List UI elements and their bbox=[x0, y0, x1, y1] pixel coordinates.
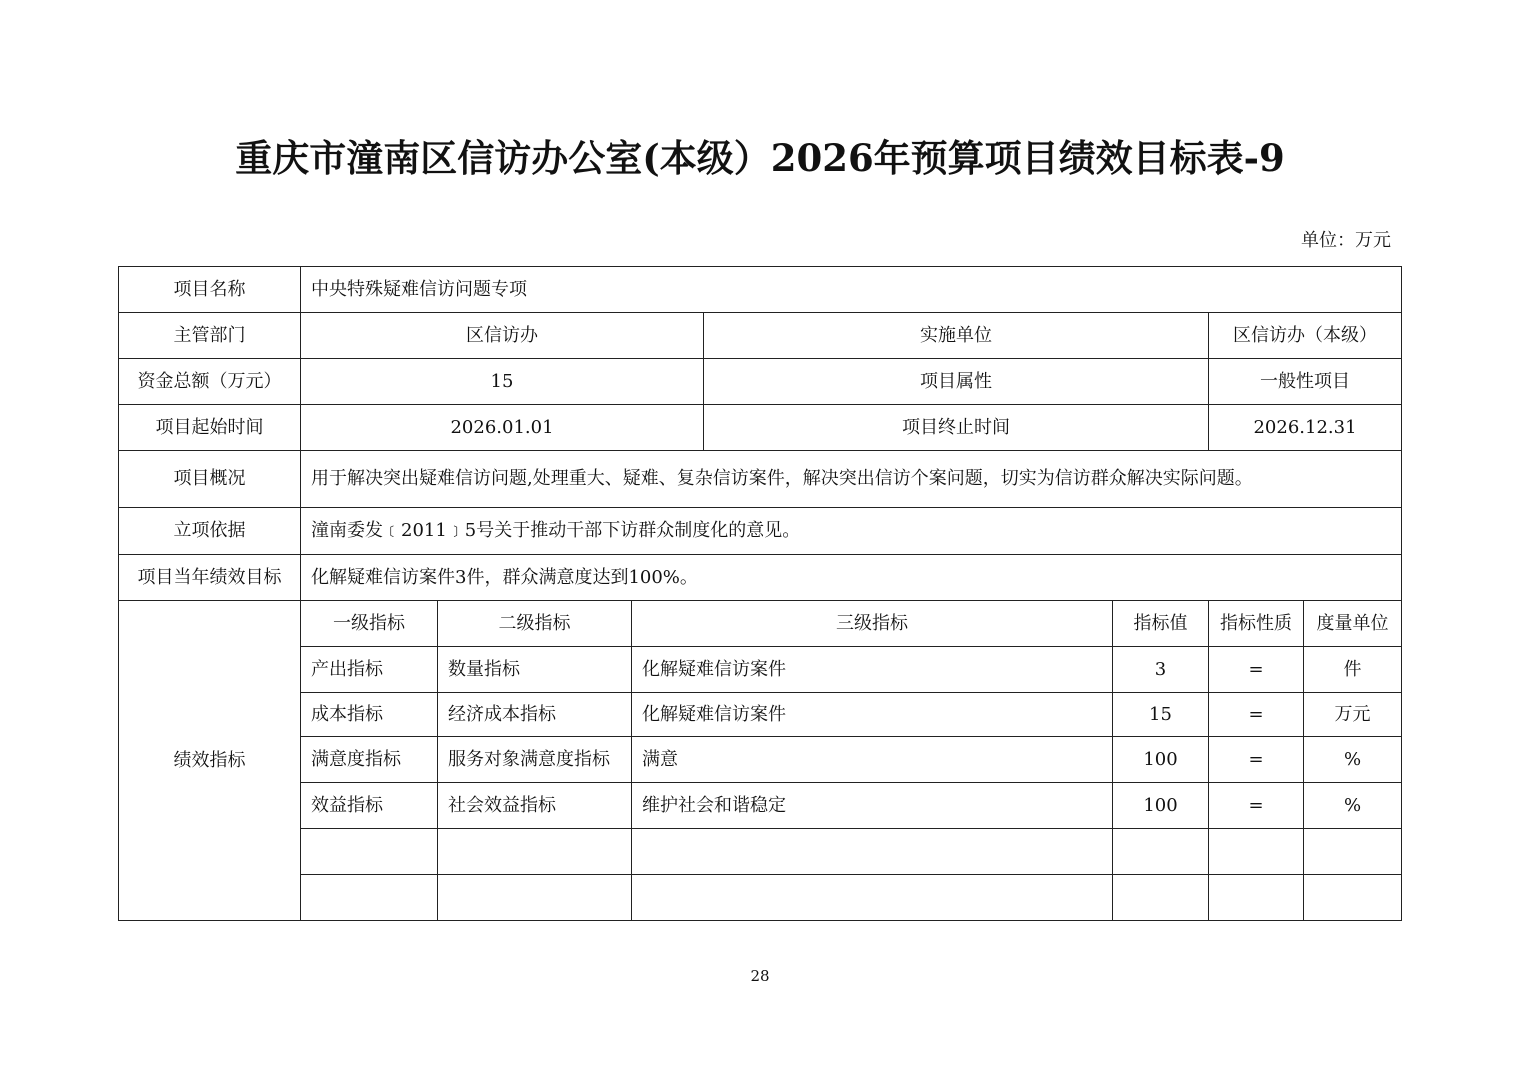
indicator-value: 3 bbox=[1113, 647, 1209, 693]
indicator-level2 bbox=[438, 829, 632, 875]
indicator-row bbox=[119, 647, 1402, 693]
indicator-level2: 经济成本指标 bbox=[438, 693, 632, 737]
header-level2: 二级指标 bbox=[438, 601, 632, 647]
header-value: 指标值 bbox=[1113, 601, 1209, 647]
indicator-header-row bbox=[119, 601, 1402, 647]
impl-label: 实施单位 bbox=[704, 313, 1209, 359]
indicator-level2 bbox=[438, 875, 632, 921]
indicator-unit bbox=[1304, 875, 1402, 921]
indicator-level3 bbox=[632, 829, 1113, 875]
indicator-row bbox=[119, 737, 1402, 783]
table-row bbox=[119, 313, 1402, 359]
start-value: 2026.01.01 bbox=[301, 405, 704, 451]
indicator-nature bbox=[1209, 829, 1304, 875]
start-label: 项目起始时间 bbox=[119, 405, 301, 451]
unit-label: 单位：万元 bbox=[1301, 230, 1391, 251]
fund-label: 资金总额（万元） bbox=[119, 359, 301, 405]
overview-value: 用于解决突出疑难信访问题,处理重大、疑难、复杂信访案件，解决突出信访个案问题，切实为信访群众解决实际问题。 bbox=[301, 451, 1402, 508]
indicator-value: 15 bbox=[1113, 693, 1209, 737]
dept-value: 区信访办 bbox=[301, 313, 704, 359]
indicator-level1 bbox=[301, 875, 438, 921]
basis-label: 立项依据 bbox=[119, 508, 301, 555]
indicator-nature: = bbox=[1209, 693, 1304, 737]
indicator-level1: 成本指标 bbox=[301, 693, 438, 737]
indicator-nature: = bbox=[1209, 737, 1304, 783]
table-row bbox=[119, 451, 1402, 508]
indicator-row bbox=[119, 829, 1402, 875]
table-row bbox=[119, 508, 1402, 555]
indicator-level3 bbox=[632, 875, 1113, 921]
indicator-nature bbox=[1209, 875, 1304, 921]
indicator-level1: 满意度指标 bbox=[301, 737, 438, 783]
indicator-level2: 数量指标 bbox=[438, 647, 632, 693]
indicator-level2: 社会效益指标 bbox=[438, 783, 632, 829]
attr-label: 项目属性 bbox=[704, 359, 1209, 405]
attr-value: 一般性项目 bbox=[1209, 359, 1402, 405]
header-nature: 指标性质 bbox=[1209, 601, 1304, 647]
indicator-value: 100 bbox=[1113, 783, 1209, 829]
header-level1: 一级指标 bbox=[301, 601, 438, 647]
end-label: 项目终止时间 bbox=[704, 405, 1209, 451]
indicator-unit: 万元 bbox=[1304, 693, 1402, 737]
table-row bbox=[119, 555, 1402, 601]
indicator-value: 100 bbox=[1113, 737, 1209, 783]
overview-label: 项目概况 bbox=[119, 451, 301, 508]
table-row bbox=[119, 267, 1402, 313]
indicators-section-label: 绩效指标 bbox=[119, 601, 301, 921]
goal-label: 项目当年绩效目标 bbox=[119, 555, 301, 601]
project-name-label: 项目名称 bbox=[119, 267, 301, 313]
page-title: 重庆市潼南区信访办公室(本级）2026年预算项目绩效目标表-9 bbox=[235, 136, 1285, 180]
indicator-level3: 化解疑难信访案件 bbox=[632, 647, 1113, 693]
indicator-unit: % bbox=[1304, 783, 1402, 829]
page-number: 28 bbox=[750, 967, 770, 985]
indicator-level1: 效益指标 bbox=[301, 783, 438, 829]
indicator-row bbox=[119, 783, 1402, 829]
basis-value: 潼南委发﹝2011﹞5号关于推动干部下访群众制度化的意见。 bbox=[301, 508, 1402, 555]
dept-label: 主管部门 bbox=[119, 313, 301, 359]
project-name-value: 中央特殊疑难信访问题专项 bbox=[301, 267, 1402, 313]
indicator-row bbox=[119, 693, 1402, 737]
indicator-level3: 维护社会和谐稳定 bbox=[632, 783, 1113, 829]
indicator-level1: 产出指标 bbox=[301, 647, 438, 693]
end-value: 2026.12.31 bbox=[1209, 405, 1402, 451]
indicator-value bbox=[1113, 875, 1209, 921]
indicator-unit: % bbox=[1304, 737, 1402, 783]
indicator-level1 bbox=[301, 829, 438, 875]
table-row bbox=[119, 359, 1402, 405]
indicator-level2: 服务对象满意度指标 bbox=[438, 737, 632, 783]
indicator-unit: 件 bbox=[1304, 647, 1402, 693]
fund-value: 15 bbox=[301, 359, 704, 405]
header-unit: 度量单位 bbox=[1304, 601, 1402, 647]
indicator-unit bbox=[1304, 829, 1402, 875]
performance-target-table bbox=[118, 266, 1402, 921]
indicator-value bbox=[1113, 829, 1209, 875]
indicator-row bbox=[119, 875, 1402, 921]
table-row bbox=[119, 405, 1402, 451]
indicator-level3: 化解疑难信访案件 bbox=[632, 693, 1113, 737]
goal-value: 化解疑难信访案件3件，群众满意度达到100%。 bbox=[301, 555, 1402, 601]
indicator-nature: = bbox=[1209, 647, 1304, 693]
impl-value: 区信访办（本级） bbox=[1209, 313, 1402, 359]
indicator-level3: 满意 bbox=[632, 737, 1113, 783]
indicator-nature: = bbox=[1209, 783, 1304, 829]
header-level3: 三级指标 bbox=[632, 601, 1113, 647]
